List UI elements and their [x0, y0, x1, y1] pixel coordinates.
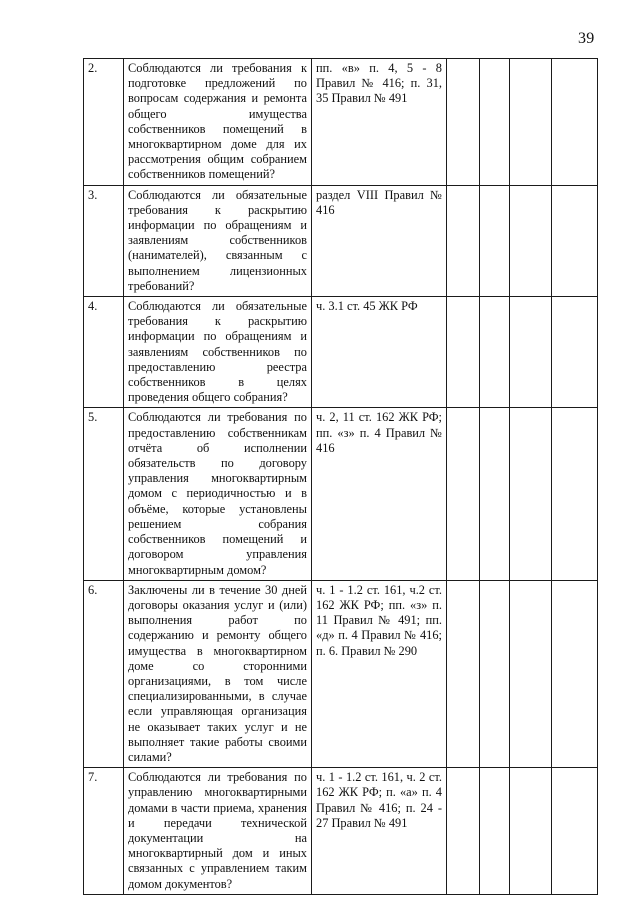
row-number: 6.	[84, 580, 124, 767]
table-row	[84, 408, 598, 580]
answer-cell-not-applicable[interactable]	[510, 185, 552, 296]
legal-reference: пп. «в» п. 4, 5 - 8 Правил № 416; п. 31, 35 Правил № 491	[312, 59, 447, 186]
row-number: 3.	[84, 185, 124, 296]
legal-reference: раздел VIII Правил № 416	[312, 185, 447, 296]
answer-cell-not-applicable[interactable]	[510, 768, 552, 895]
requirement-question: Соблюдаются ли требования к подготовке предложений по вопросам содержания и ремонта общего имущества собственников помещений в многоквартирном доме для их рассмотрения общим собранием собственников помещений?	[124, 59, 312, 186]
answer-cell-no[interactable]	[480, 59, 510, 186]
answer-cell-no[interactable]	[480, 297, 510, 408]
answer-cell-yes[interactable]	[447, 59, 480, 186]
table-row	[84, 297, 598, 408]
requirement-question: Соблюдаются ли требования по предоставлению собственникам отчёта об исполнении обязательств по договору управления многоквартирным домом с периодичностью и в объёме, которые установлены решением собрания собственников помещений и договором управления многоквартирным домом?	[124, 408, 312, 580]
answer-cell-note[interactable]	[552, 580, 598, 767]
answer-cell-no[interactable]	[480, 408, 510, 580]
requirement-question: Заключены ли в течение 30 дней договоры оказания услуг и (или) выполнения работ по содержанию и ремонту общего имущества в многоквартирном доме со сторонними организациями, в том числе специализированными, в случае если управляющая организация не оказывает таких услуг и не выполняет такие работы своими силами?	[124, 580, 312, 767]
requirement-question: Соблюдаются ли обязательные требования к раскрытию информации по обращениям и заявлениям собственников (нанимателей), связанным с выполнением лицензионных требований?	[124, 185, 312, 296]
row-number: 2.	[84, 59, 124, 186]
answer-cell-yes[interactable]	[447, 297, 480, 408]
legal-reference: ч. 2, 11 ст. 162 ЖК РФ; пп. «з» п. 4 Правил № 416	[312, 408, 447, 580]
answer-cell-yes[interactable]	[447, 185, 480, 296]
answer-cell-no[interactable]	[480, 580, 510, 767]
legal-reference: ч. 1 - 1.2 ст. 161, ч.2 ст. 162 ЖК РФ; пп. «з» п. 11 Правил № 491; пп. «д» п. 4 Правил № 416; п. 6. Правил № 290	[312, 580, 447, 767]
row-number: 7.	[84, 768, 124, 895]
answer-cell-not-applicable[interactable]	[510, 297, 552, 408]
answer-cell-no[interactable]	[480, 768, 510, 895]
requirement-question: Соблюдаются ли требования по управлению многоквартирными домами в части приема, хранения и передачи технической документации на многоквартирный дом и иных связанных с управлением таким домом документов?	[124, 768, 312, 895]
inspection-checklist-table	[83, 58, 598, 895]
answer-cell-yes[interactable]	[447, 408, 480, 580]
answer-cell-not-applicable[interactable]	[510, 59, 552, 186]
table-row	[84, 185, 598, 296]
answer-cell-yes[interactable]	[447, 580, 480, 767]
answer-cell-no[interactable]	[480, 185, 510, 296]
table-row	[84, 580, 598, 767]
legal-reference: ч. 1 - 1.2 ст. 161, ч. 2 ст. 162 ЖК РФ; п. «а» п. 4 Правил № 416; п. 24 - 27 Правил № 491	[312, 768, 447, 895]
answer-cell-yes[interactable]	[447, 768, 480, 895]
requirement-question: Соблюдаются ли обязательные требования к раскрытию информации по обращениям и заявлениям собственников по предоставлению реестра собственников в целях проведения общего собрания?	[124, 297, 312, 408]
answer-cell-note[interactable]	[552, 768, 598, 895]
legal-reference: ч. 3.1 ст. 45 ЖК РФ	[312, 297, 447, 408]
answer-cell-note[interactable]	[552, 59, 598, 186]
answer-cell-note[interactable]	[552, 185, 598, 296]
answer-cell-note[interactable]	[552, 408, 598, 580]
page-number: 39	[578, 30, 595, 47]
table-row	[84, 59, 598, 186]
table-row	[84, 768, 598, 895]
row-number: 4.	[84, 297, 124, 408]
answer-cell-not-applicable[interactable]	[510, 580, 552, 767]
answer-cell-not-applicable[interactable]	[510, 408, 552, 580]
row-number: 5.	[84, 408, 124, 580]
answer-cell-note[interactable]	[552, 297, 598, 408]
